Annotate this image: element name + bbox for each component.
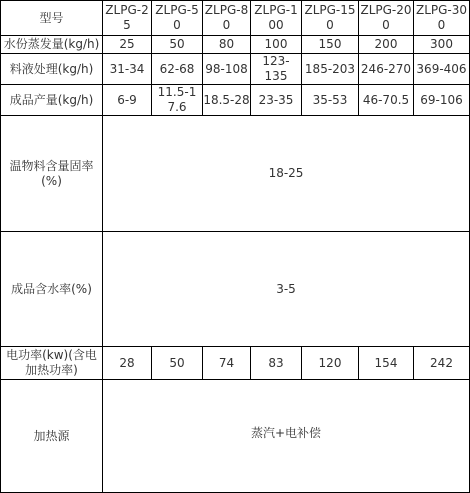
- evaporation-value: 100: [251, 36, 302, 54]
- power-value: 83: [251, 347, 302, 380]
- evaporation-value: 80: [203, 36, 251, 54]
- solids-label-cell: [1, 116, 103, 232]
- evaporation-value: 50: [152, 36, 203, 54]
- model-cell: [359, 1, 414, 36]
- output-value: 46-70.5: [359, 85, 414, 116]
- moisture-label-cell: [1, 232, 103, 347]
- feed-label-cell: [1, 54, 103, 85]
- solids-label: 温物料含量固率(%): [9, 158, 94, 188]
- evaporation-value: 25: [103, 36, 152, 54]
- heat-source-label: 加热源: [33, 428, 70, 443]
- output-value: 23-35: [251, 85, 302, 116]
- output-value: 35-53: [302, 85, 359, 116]
- model-cell: [302, 1, 359, 36]
- model-name: ZLPG-80: [204, 3, 249, 32]
- output-label-cell: [1, 85, 103, 116]
- solids-row: [1, 116, 470, 232]
- output-value: 11.5-17.6: [152, 85, 203, 116]
- solids-value: 18-25: [103, 116, 470, 232]
- heat-source-value: 蒸汽+电补偿: [103, 380, 470, 493]
- model-name: ZLPG-150: [304, 3, 356, 32]
- evaporation-value: 300: [414, 36, 470, 54]
- model-cell: [414, 1, 470, 36]
- model-name: ZLPG-200: [360, 3, 412, 32]
- model-name: ZLPG-25: [105, 3, 149, 32]
- power-value: 74: [203, 347, 251, 380]
- power-label-cell: [1, 347, 103, 380]
- feed-value: 185-203: [302, 54, 359, 85]
- model-name: ZLPG-50: [155, 3, 199, 32]
- heat-source-label-cell: [1, 380, 103, 493]
- header-label-cell: [1, 1, 103, 36]
- power-value: 120: [302, 347, 359, 380]
- feed-value: 369-406: [414, 54, 470, 85]
- moisture-value: 3-5: [103, 232, 470, 347]
- evaporation-label: 水份蒸发量(kg/h): [3, 37, 100, 51]
- output-value: 69-106: [414, 85, 470, 116]
- feed-value: 246-270: [359, 54, 414, 85]
- header-label: 型号: [39, 10, 64, 25]
- power-value: 242: [414, 347, 470, 380]
- feed-value: 123-135: [251, 54, 302, 85]
- output-row: [1, 85, 470, 116]
- heat-source-row: [1, 380, 470, 493]
- evaporation-value: 150: [302, 36, 359, 54]
- moisture-label: 成品含水率(%): [11, 281, 92, 296]
- evaporation-label-cell: [1, 36, 103, 54]
- model-cell: [251, 1, 302, 36]
- model-name: ZLPG-300: [415, 3, 468, 32]
- output-label: 成品产量(kg/h): [9, 92, 94, 107]
- feed-value: 98-108: [203, 54, 251, 85]
- output-value: 6-9: [103, 85, 152, 116]
- evaporation-value: 200: [359, 36, 414, 54]
- model-cell: [152, 1, 203, 36]
- feed-value: 62-68: [152, 54, 203, 85]
- feed-label: 料液处理(kg/h): [9, 61, 94, 76]
- evaporation-row: [1, 36, 470, 54]
- power-value: 50: [152, 347, 203, 380]
- model-cell: [203, 1, 251, 36]
- model-cell: [103, 1, 152, 36]
- feed-row: [1, 54, 470, 85]
- model-name: ZLPG-100: [254, 3, 298, 32]
- header-row: [1, 1, 470, 36]
- output-value: 18.5-28: [203, 85, 251, 116]
- power-row: [1, 347, 470, 380]
- feed-value: 31-34: [103, 54, 152, 85]
- power-value: 154: [359, 347, 414, 380]
- moisture-row: [1, 232, 470, 347]
- power-value: 28: [103, 347, 152, 380]
- power-label: 电功率(kw)(含电加热功率): [6, 348, 97, 377]
